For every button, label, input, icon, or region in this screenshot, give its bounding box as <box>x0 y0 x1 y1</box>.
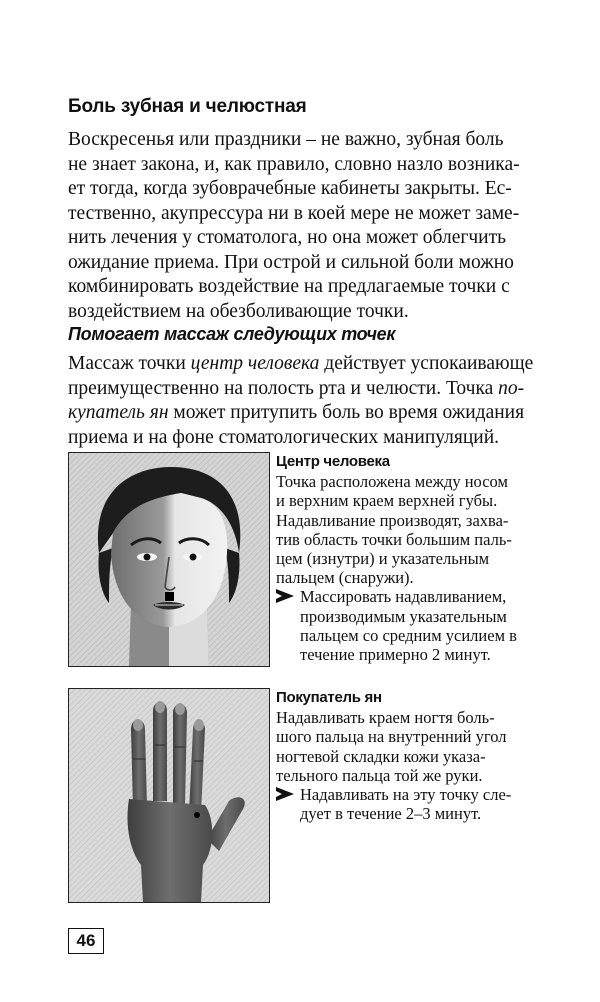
point-text-line: Надавливать краем ногтя боль- <box>276 708 495 728</box>
intro-line: Воскресенья или праздники – не важно, зубная боль <box>68 129 504 150</box>
point-name-inline: купатель ян <box>68 402 169 423</box>
intro-line: тественно, акупрессура ни в коей мере не может заме- <box>68 202 520 224</box>
intro-line: ожидание приема. При острой и сильной боли можно <box>68 251 514 273</box>
point-text-line: цем (изнутри) и указательным <box>276 549 490 569</box>
point-text-line: тив область точки большим паль- <box>276 529 512 549</box>
point-text-line: пальцем (снаружи). <box>276 568 414 588</box>
point-text-line: ногтевой складки кожи указа- <box>276 746 486 766</box>
point-text-line: Надавливание производят, захва- <box>276 510 509 530</box>
point-title: Центр человека <box>276 453 390 470</box>
intro-paragraph <box>68 128 538 324</box>
bullet-line: производимым указательным <box>300 606 507 626</box>
point-description-center <box>276 452 546 664</box>
instruction-bullet <box>276 785 546 823</box>
point-text-line: шого пальца на внутренний угол <box>276 727 507 747</box>
face-illustration <box>68 452 270 667</box>
point-text-line: тельного пальца той же руки. <box>276 765 483 785</box>
bullet-line: Массировать надавливанием, <box>300 587 507 607</box>
bullet-line: Надавливать на эту точку сле- <box>300 785 512 805</box>
point-title: Покупатель ян <box>276 689 382 706</box>
bullet-line: пальцем со средним усилием в <box>300 625 517 645</box>
hand-illustration <box>68 688 270 903</box>
section-title: Боль зубная и челюстная <box>68 96 307 117</box>
bullet-line: дует в течение 2–3 минут. <box>300 804 482 824</box>
massage-line: Массаж точки центр человека действует успокаивающе <box>68 353 534 374</box>
intro-line: ет тогда, когда зубоврачебные кабинеты закрыты. Ес- <box>68 178 512 199</box>
point-text-line: и верхним краем верхней губы. <box>276 491 498 511</box>
massage-line: купатель ян может притупить боль во время ожидания <box>68 402 525 423</box>
bullet-line: течение примерно 2 минут. <box>300 645 491 665</box>
massage-line: преимущественно на полость рта и челюсти. Точка по- <box>68 377 525 399</box>
page-number: 46 <box>68 928 104 954</box>
intro-line: воздействием на обезболивающие точки. <box>68 300 409 322</box>
point-description-buyer <box>276 688 546 823</box>
intro-line: комбинировать воздействие на предлагаемые точки с <box>68 276 510 297</box>
instruction-bullet <box>276 587 546 664</box>
point-name-inline: центр человека <box>190 353 320 374</box>
massage-line: приема и на фоне стоматологических манипуляций. <box>68 426 500 448</box>
massage-paragraph <box>68 352 538 450</box>
intro-line: не знает закона, и, как правило, словно назло возника- <box>68 153 520 175</box>
intro-line: нить лечения у стоматолога, но она может облегчить <box>68 227 507 248</box>
point-text-line: Точка расположена между носом <box>276 472 508 492</box>
arrow-bullet-icon <box>276 787 294 801</box>
arrow-bullet-icon <box>276 589 294 603</box>
massage-subheading: Помогает массаж следующих точек <box>68 324 396 344</box>
point-name-inline: по- <box>498 377 525 399</box>
